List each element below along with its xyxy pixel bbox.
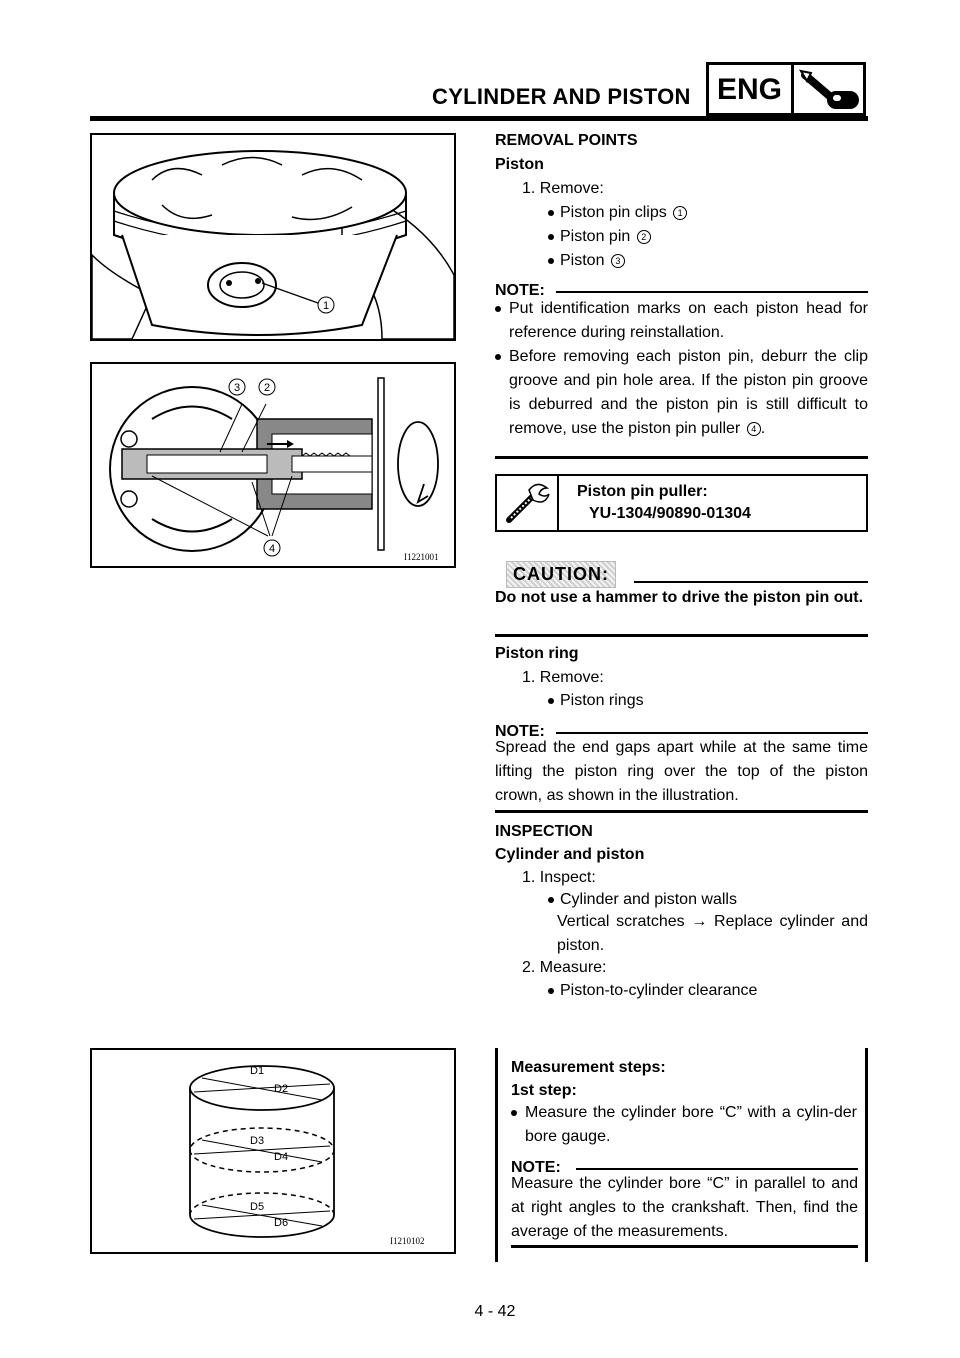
ring-remove-step: 1. Remove: bbox=[522, 669, 604, 686]
piston-ring-title: Piston ring bbox=[495, 645, 579, 662]
bullet bbox=[548, 210, 554, 216]
ring-note-label: NOTE: bbox=[495, 723, 545, 740]
label-d3: D3 bbox=[250, 1135, 265, 1147]
wrench-engine-icon bbox=[799, 69, 863, 113]
caution-text: Do not use a hammer to drive the piston pin out. bbox=[495, 589, 864, 606]
label-d2: D2 bbox=[274, 1083, 289, 1095]
label-d1: D1 bbox=[250, 1065, 265, 1077]
callout-3: 3 bbox=[233, 382, 241, 394]
callout-4: 4 bbox=[268, 543, 276, 555]
tool-label: Piston pin puller: bbox=[577, 483, 708, 500]
walls-detail: Vertical scratches → Replace cylinder and piston. bbox=[557, 913, 868, 954]
badge-divider bbox=[791, 65, 794, 113]
list-item-piston-pin: Piston pin 2 bbox=[548, 225, 651, 249]
measurement-note-end-rule bbox=[511, 1245, 858, 1248]
header-rule bbox=[90, 116, 868, 121]
measure-step: 2. Measure: bbox=[522, 959, 607, 976]
note-item-1: Put identification marks on each piston head for reference during reinstallation. bbox=[495, 297, 868, 345]
section-title: CYLINDER AND PISTON bbox=[432, 84, 691, 109]
list-item-walls: Cylinder and piston walls bbox=[548, 888, 737, 912]
measurement-note-rule bbox=[576, 1168, 858, 1170]
measure-bore-item: Measure the cylinder bore “C” with a cylin-der bore gauge. bbox=[511, 1101, 857, 1149]
note-end-rule bbox=[495, 456, 868, 459]
list-item-clearance: Piston-to-cylinder clearance bbox=[548, 979, 757, 1003]
list-item-piston-rings: Piston rings bbox=[548, 689, 644, 713]
ring-note-rule bbox=[556, 732, 868, 734]
label-d5: D5 bbox=[250, 1201, 265, 1213]
list-item-piston: Piston 3 bbox=[548, 249, 625, 273]
ring-note-text: Spread the end gaps apart while at the same time lifting the piston ring over the top of the piston crown, as shown in the illustration. bbox=[495, 739, 868, 804]
cylinder-illustration bbox=[92, 1050, 454, 1252]
label-d4: D4 bbox=[274, 1151, 289, 1163]
inspect-step: 1. Inspect: bbox=[522, 869, 596, 886]
list-item-piston-pin-clips: Piston pin clips 1 bbox=[548, 201, 687, 225]
caution-rule bbox=[634, 581, 868, 583]
caution-label: CAUTION: bbox=[506, 561, 616, 588]
bullet bbox=[548, 234, 554, 240]
special-tool-box bbox=[495, 474, 868, 532]
measurement-note-text: Measure the cylinder bore “C” in parallel to and at right angles to the crankshaft. Then, find the average of the measurements. bbox=[511, 1175, 858, 1240]
figure-code: I1221001 bbox=[404, 552, 439, 562]
note-rule bbox=[556, 291, 868, 293]
callout-1: 1 bbox=[322, 300, 330, 312]
bullet bbox=[548, 258, 554, 264]
piston-title: Piston bbox=[495, 156, 544, 173]
piston-figure bbox=[90, 133, 456, 341]
cylinder-piston-title: Cylinder and piston bbox=[495, 846, 645, 863]
label-d6: D6 bbox=[274, 1217, 289, 1229]
piston-illustration bbox=[92, 135, 454, 339]
figure-code: I1210102 bbox=[390, 1236, 425, 1246]
tool-icon bbox=[503, 480, 551, 526]
tool-part-number: YU-1304/90890-01304 bbox=[589, 505, 751, 522]
measurement-left-rule bbox=[495, 1048, 498, 1262]
measurement-right-rule bbox=[865, 1048, 868, 1262]
page-number: 4 - 42 bbox=[474, 1303, 516, 1320]
callout-2: 2 bbox=[263, 382, 271, 394]
ring-note-end-rule bbox=[495, 810, 868, 813]
eng-badge bbox=[706, 62, 866, 116]
remove-step: 1. Remove: bbox=[522, 180, 604, 197]
puller-illustration bbox=[92, 364, 454, 566]
note-label: NOTE: bbox=[495, 282, 545, 299]
caution-end-rule bbox=[495, 634, 868, 637]
removal-heading: REMOVAL POINTS bbox=[495, 132, 638, 149]
measurement-title: Measurement steps: bbox=[511, 1059, 666, 1076]
eng-label: ENG bbox=[717, 73, 783, 106]
inspection-heading: INSPECTION bbox=[495, 823, 593, 840]
piston-pin-puller-figure bbox=[90, 362, 456, 568]
note-item-2: Before removing each piston pin, deburr the clip groove and pin hole area. If the piston pin groove is deburred and the piston pin is still difficult to remove, use the piston pin puller 4 . bbox=[495, 345, 868, 441]
cylinder-bore-figure bbox=[90, 1048, 456, 1254]
first-step-label: 1st step: bbox=[511, 1082, 577, 1099]
measurement-note-label: NOTE: bbox=[511, 1159, 561, 1176]
